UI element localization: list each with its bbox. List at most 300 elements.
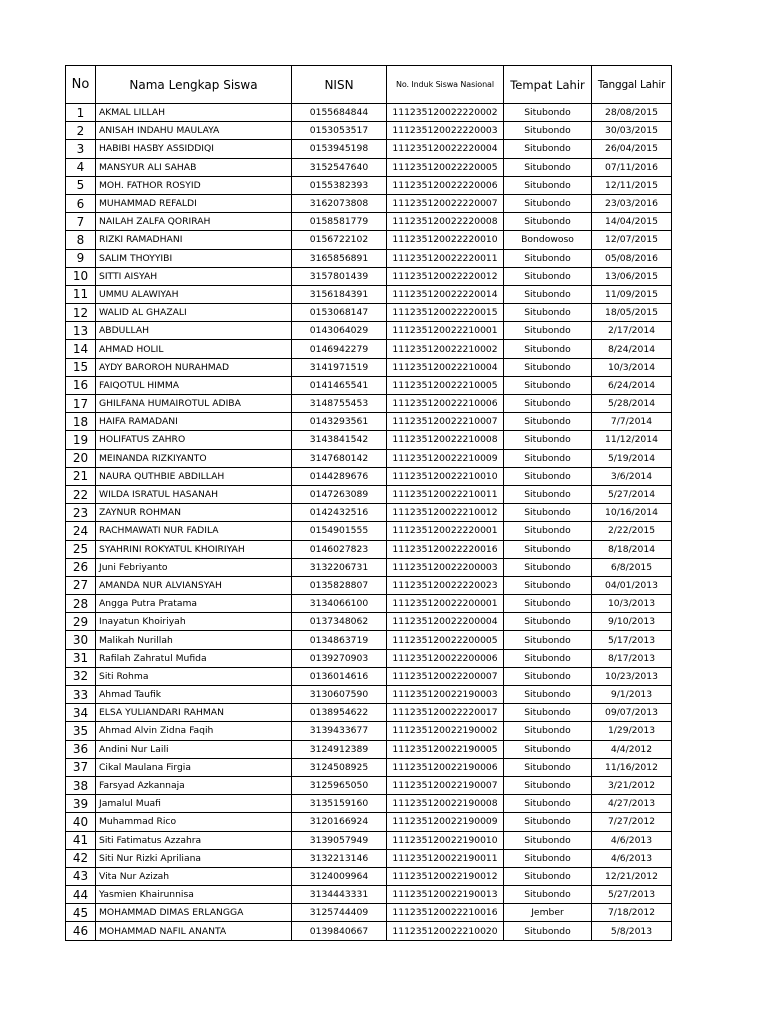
- cell-no: 2: [66, 122, 96, 140]
- cell-nisn: 0153053517: [292, 122, 387, 140]
- cell-nisn: 3141971519: [292, 358, 387, 376]
- cell-tempat-lahir: Situbondo: [504, 104, 592, 122]
- cell-no: 12: [66, 304, 96, 322]
- table-row: [66, 886, 672, 904]
- table-row: [66, 122, 672, 140]
- cell-no: 37: [66, 758, 96, 776]
- cell-tempat-lahir: Situbondo: [504, 758, 592, 776]
- cell-tempat-lahir: Situbondo: [504, 849, 592, 867]
- cell-no: 38: [66, 776, 96, 794]
- cell-nama: Rafilah Zahratul Mufida: [96, 649, 292, 667]
- header-no: No: [66, 66, 96, 104]
- cell-nisn: 3143841542: [292, 431, 387, 449]
- cell-tempat-lahir: Situbondo: [504, 431, 592, 449]
- header-induk: No. Induk Siswa Nasional: [387, 66, 504, 104]
- cell-induk: 111235120022220004: [387, 140, 504, 158]
- cell-induk: 111235120022220005: [387, 158, 504, 176]
- cell-nisn: 0141465541: [292, 376, 387, 394]
- cell-tanggal-lahir: 5/27/2013: [592, 886, 672, 904]
- cell-nisn: 3156184391: [292, 285, 387, 303]
- cell-nama: GHILFANA HUMAIROTUL ADIBA: [96, 395, 292, 413]
- cell-tanggal-lahir: 8/18/2014: [592, 540, 672, 558]
- cell-nisn: 3125965050: [292, 776, 387, 794]
- cell-nama: HABIBI HASBY ASSIDDIQI: [96, 140, 292, 158]
- cell-no: 17: [66, 395, 96, 413]
- cell-nisn: 3152547640: [292, 158, 387, 176]
- cell-tempat-lahir: Situbondo: [504, 358, 592, 376]
- table-row: [66, 358, 672, 376]
- cell-no: 9: [66, 249, 96, 267]
- cell-no: 33: [66, 686, 96, 704]
- table-row: [66, 686, 672, 704]
- table-row: [66, 231, 672, 249]
- table-row: [66, 558, 672, 576]
- table-row: [66, 867, 672, 885]
- cell-tanggal-lahir: 4/27/2013: [592, 795, 672, 813]
- table-row: [66, 249, 672, 267]
- cell-induk: 111235120022190003: [387, 686, 504, 704]
- table-row: [66, 340, 672, 358]
- cell-nama: NAILAH ZALFA QORIRAH: [96, 213, 292, 231]
- cell-no: 20: [66, 449, 96, 467]
- cell-tanggal-lahir: 6/8/2015: [592, 558, 672, 576]
- cell-nama: MUHAMMAD REFALDI: [96, 194, 292, 212]
- cell-no: 4: [66, 158, 96, 176]
- cell-induk: 111235120022210004: [387, 358, 504, 376]
- cell-tanggal-lahir: 7/18/2012: [592, 904, 672, 922]
- table-row: [66, 467, 672, 485]
- header-nama: Nama Lengkap Siswa: [96, 66, 292, 104]
- cell-nisn: 0147263089: [292, 485, 387, 503]
- cell-nisn: 0139270903: [292, 649, 387, 667]
- cell-nama: HAIFA RAMADANI: [96, 413, 292, 431]
- cell-nama: Farsyad Azkannaja: [96, 776, 292, 794]
- cell-nisn: 3162073808: [292, 194, 387, 212]
- cell-induk: 111235120022190013: [387, 886, 504, 904]
- cell-tanggal-lahir: 07/11/2016: [592, 158, 672, 176]
- cell-nama: MOH. FATHOR ROSYID: [96, 176, 292, 194]
- cell-induk: 111235120022200004: [387, 613, 504, 631]
- table-row: [66, 595, 672, 613]
- table-row: [66, 795, 672, 813]
- cell-nama: MOHAMMAD NAFIL ANANTA: [96, 922, 292, 940]
- cell-tempat-lahir: Situbondo: [504, 122, 592, 140]
- cell-tanggal-lahir: 5/17/2013: [592, 631, 672, 649]
- cell-induk: 111235120022190009: [387, 813, 504, 831]
- cell-tanggal-lahir: 11/16/2012: [592, 758, 672, 776]
- cell-induk: 111235120022190011: [387, 849, 504, 867]
- cell-tempat-lahir: Jember: [504, 904, 592, 922]
- cell-nisn: 3139433677: [292, 722, 387, 740]
- cell-no: 8: [66, 231, 96, 249]
- cell-no: 34: [66, 704, 96, 722]
- cell-nama: Inayatun Khoiriyah: [96, 613, 292, 631]
- cell-tanggal-lahir: 8/17/2013: [592, 649, 672, 667]
- cell-tanggal-lahir: 28/08/2015: [592, 104, 672, 122]
- table-row: [66, 776, 672, 794]
- cell-nisn: 3132213146: [292, 849, 387, 867]
- cell-tempat-lahir: Situbondo: [504, 194, 592, 212]
- header-nisn: NISN: [292, 66, 387, 104]
- cell-no: 24: [66, 522, 96, 540]
- cell-nama: NAURA QUTHBIE ABDILLAH: [96, 467, 292, 485]
- cell-tanggal-lahir: 9/1/2013: [592, 686, 672, 704]
- cell-induk: 111235120022220002: [387, 104, 504, 122]
- cell-tempat-lahir: Situbondo: [504, 158, 592, 176]
- cell-nisn: 0139840667: [292, 922, 387, 940]
- cell-tempat-lahir: Situbondo: [504, 922, 592, 940]
- cell-nisn: 3134443331: [292, 886, 387, 904]
- cell-induk: 111235120022210001: [387, 322, 504, 340]
- cell-nama: Vita Nur Azizah: [96, 867, 292, 885]
- cell-tempat-lahir: Situbondo: [504, 595, 592, 613]
- cell-tanggal-lahir: 05/08/2016: [592, 249, 672, 267]
- cell-nisn: 3147680142: [292, 449, 387, 467]
- cell-nisn: 0136014616: [292, 667, 387, 685]
- cell-nama: RACHMAWATI NUR FADILA: [96, 522, 292, 540]
- cell-nama: Cikal Maulana Firgia: [96, 758, 292, 776]
- cell-nisn: 3125744409: [292, 904, 387, 922]
- cell-induk: 111235120022210006: [387, 395, 504, 413]
- cell-no: 44: [66, 886, 96, 904]
- cell-tanggal-lahir: 23/03/2016: [592, 194, 672, 212]
- cell-induk: 111235120022220012: [387, 267, 504, 285]
- table-row: [66, 613, 672, 631]
- cell-nisn: 0156722102: [292, 231, 387, 249]
- cell-nama: ANISAH INDAHU MAULAYA: [96, 122, 292, 140]
- cell-nisn: 3132206731: [292, 558, 387, 576]
- table-row: [66, 213, 672, 231]
- cell-no: 19: [66, 431, 96, 449]
- cell-induk: 111235120022210009: [387, 449, 504, 467]
- table-row: [66, 740, 672, 758]
- cell-induk: 111235120022220010: [387, 231, 504, 249]
- cell-no: 16: [66, 376, 96, 394]
- cell-tempat-lahir: Situbondo: [504, 267, 592, 285]
- cell-induk: 111235120022220015: [387, 304, 504, 322]
- cell-tanggal-lahir: 10/23/2013: [592, 667, 672, 685]
- table-row: [66, 813, 672, 831]
- table-row: [66, 504, 672, 522]
- cell-nisn: 3124508925: [292, 758, 387, 776]
- cell-induk: 111235120022190002: [387, 722, 504, 740]
- cell-nisn: 3165856891: [292, 249, 387, 267]
- cell-no: 5: [66, 176, 96, 194]
- cell-nama: HOLIFATUS ZAHRO: [96, 431, 292, 449]
- cell-nama: Siti Nur Rizki Apriliana: [96, 849, 292, 867]
- cell-tanggal-lahir: 6/24/2014: [592, 376, 672, 394]
- table-row: [66, 285, 672, 303]
- cell-tempat-lahir: Situbondo: [504, 140, 592, 158]
- cell-nama: MANSYUR ALI SAHAB: [96, 158, 292, 176]
- cell-no: 43: [66, 867, 96, 885]
- table-row: [66, 831, 672, 849]
- table-row: [66, 176, 672, 194]
- cell-induk: 111235120022210002: [387, 340, 504, 358]
- cell-nama: ELSA YULIANDARI RAHMAN: [96, 704, 292, 722]
- cell-tanggal-lahir: 09/07/2013: [592, 704, 672, 722]
- cell-no: 13: [66, 322, 96, 340]
- cell-nama: Siti Rohma: [96, 667, 292, 685]
- cell-nama: FAIQOTUL HIMMA: [96, 376, 292, 394]
- cell-tempat-lahir: Situbondo: [504, 776, 592, 794]
- cell-nisn: 0146942279: [292, 340, 387, 358]
- cell-nisn: 0143293561: [292, 413, 387, 431]
- cell-no: 45: [66, 904, 96, 922]
- cell-tempat-lahir: Situbondo: [504, 213, 592, 231]
- cell-tanggal-lahir: 12/07/2015: [592, 231, 672, 249]
- cell-no: 30: [66, 631, 96, 649]
- cell-induk: 111235120022220008: [387, 213, 504, 231]
- cell-nisn: 0158581779: [292, 213, 387, 231]
- cell-induk: 111235120022210016: [387, 904, 504, 922]
- table-row: [66, 140, 672, 158]
- cell-induk: 111235120022190005: [387, 740, 504, 758]
- cell-tanggal-lahir: 12/21/2012: [592, 867, 672, 885]
- table-row: [66, 158, 672, 176]
- table-row: [66, 722, 672, 740]
- cell-induk: 111235120022210010: [387, 467, 504, 485]
- cell-tanggal-lahir: 26/04/2015: [592, 140, 672, 158]
- cell-induk: 111235120022220006: [387, 176, 504, 194]
- cell-tempat-lahir: Situbondo: [504, 522, 592, 540]
- cell-nama: Angga Putra Pratama: [96, 595, 292, 613]
- table-body: [66, 104, 672, 941]
- cell-no: 41: [66, 831, 96, 849]
- cell-tempat-lahir: Situbondo: [504, 795, 592, 813]
- cell-tempat-lahir: Situbondo: [504, 613, 592, 631]
- cell-induk: 111235120022190007: [387, 776, 504, 794]
- cell-tempat-lahir: Situbondo: [504, 249, 592, 267]
- cell-nama: ZAYNUR ROHMAN: [96, 504, 292, 522]
- cell-nisn: 0155684844: [292, 104, 387, 122]
- cell-tempat-lahir: Situbondo: [504, 467, 592, 485]
- table-row: [66, 322, 672, 340]
- cell-tanggal-lahir: 5/28/2014: [592, 395, 672, 413]
- table-row: [66, 413, 672, 431]
- cell-nisn: 3139057949: [292, 831, 387, 849]
- cell-tanggal-lahir: 04/01/2013: [592, 576, 672, 594]
- cell-induk: 111235120022220011: [387, 249, 504, 267]
- cell-tempat-lahir: Situbondo: [504, 540, 592, 558]
- table-row: [66, 395, 672, 413]
- cell-nama: WILDA ISRATUL HASANAH: [96, 485, 292, 503]
- cell-tempat-lahir: Situbondo: [504, 686, 592, 704]
- cell-tanggal-lahir: 2/17/2014: [592, 322, 672, 340]
- cell-no: 25: [66, 540, 96, 558]
- cell-tanggal-lahir: 8/24/2014: [592, 340, 672, 358]
- cell-tanggal-lahir: 5/19/2014: [592, 449, 672, 467]
- cell-no: 36: [66, 740, 96, 758]
- cell-tempat-lahir: Situbondo: [504, 631, 592, 649]
- cell-tanggal-lahir: 4/6/2013: [592, 831, 672, 849]
- table-row: [66, 267, 672, 285]
- cell-nama: AMANDA NUR ALVIANSYAH: [96, 576, 292, 594]
- cell-nama: MEINANDA RIZKIYANTO: [96, 449, 292, 467]
- cell-tanggal-lahir: 10/16/2014: [592, 504, 672, 522]
- table-row: [66, 376, 672, 394]
- cell-nisn: 0153068147: [292, 304, 387, 322]
- table-row: [66, 540, 672, 558]
- cell-induk: 111235120022200001: [387, 595, 504, 613]
- cell-nama: Jamalul Muafi: [96, 795, 292, 813]
- header-row: [66, 66, 672, 104]
- cell-nama: AYDY BAROROH NURAHMAD: [96, 358, 292, 376]
- cell-tempat-lahir: Situbondo: [504, 376, 592, 394]
- cell-induk: 111235120022220003: [387, 122, 504, 140]
- cell-no: 39: [66, 795, 96, 813]
- cell-tempat-lahir: Situbondo: [504, 485, 592, 503]
- cell-tempat-lahir: Situbondo: [504, 704, 592, 722]
- cell-tanggal-lahir: 5/27/2014: [592, 485, 672, 503]
- student-table: [65, 65, 672, 941]
- cell-nama: Andini Nur Laili: [96, 740, 292, 758]
- cell-nama: Ahmad Taufik: [96, 686, 292, 704]
- cell-no: 18: [66, 413, 96, 431]
- cell-nama: SITTI AISYAH: [96, 267, 292, 285]
- cell-no: 42: [66, 849, 96, 867]
- cell-no: 22: [66, 485, 96, 503]
- cell-induk: 111235120022220001: [387, 522, 504, 540]
- cell-tempat-lahir: Situbondo: [504, 576, 592, 594]
- cell-nama: AKMAL LILLAH: [96, 104, 292, 122]
- table-row: [66, 758, 672, 776]
- table-row: [66, 304, 672, 322]
- cell-nisn: 3157801439: [292, 267, 387, 285]
- cell-nama: UMMU ALAWIYAH: [96, 285, 292, 303]
- header-tanggal-lahir: Tanggal Lahir: [592, 66, 672, 104]
- cell-tempat-lahir: Situbondo: [504, 867, 592, 885]
- cell-no: 6: [66, 194, 96, 212]
- cell-no: 32: [66, 667, 96, 685]
- cell-nama: WALID AL GHAZALI: [96, 304, 292, 322]
- cell-tempat-lahir: Situbondo: [504, 176, 592, 194]
- cell-tanggal-lahir: 12/11/2015: [592, 176, 672, 194]
- table-row: [66, 667, 672, 685]
- table-row: [66, 849, 672, 867]
- cell-tanggal-lahir: 9/10/2013: [592, 613, 672, 631]
- cell-tanggal-lahir: 7/7/2014: [592, 413, 672, 431]
- cell-no: 10: [66, 267, 96, 285]
- cell-tempat-lahir: Situbondo: [504, 304, 592, 322]
- cell-tanggal-lahir: 18/05/2015: [592, 304, 672, 322]
- cell-no: 46: [66, 922, 96, 940]
- table-row: [66, 576, 672, 594]
- cell-nama: Ahmad Alvin Zidna Faqih: [96, 722, 292, 740]
- cell-induk: 111235120022200003: [387, 558, 504, 576]
- cell-tanggal-lahir: 11/12/2014: [592, 431, 672, 449]
- table-row: [66, 649, 672, 667]
- cell-induk: 111235120022200006: [387, 649, 504, 667]
- cell-no: 21: [66, 467, 96, 485]
- cell-tempat-lahir: Situbondo: [504, 322, 592, 340]
- cell-no: 3: [66, 140, 96, 158]
- cell-nama: SALIM THOYYIBI: [96, 249, 292, 267]
- cell-tempat-lahir: Situbondo: [504, 886, 592, 904]
- cell-no: 15: [66, 358, 96, 376]
- cell-tanggal-lahir: 14/04/2015: [592, 213, 672, 231]
- cell-no: 35: [66, 722, 96, 740]
- cell-nisn: 0138954622: [292, 704, 387, 722]
- cell-induk: 111235120022190006: [387, 758, 504, 776]
- cell-tempat-lahir: Situbondo: [504, 504, 592, 522]
- cell-nisn: 0134863719: [292, 631, 387, 649]
- cell-tanggal-lahir: 3/6/2014: [592, 467, 672, 485]
- table-row: [66, 904, 672, 922]
- cell-induk: 111235120022220007: [387, 194, 504, 212]
- cell-tanggal-lahir: 13/06/2015: [592, 267, 672, 285]
- cell-induk: 111235120022200007: [387, 667, 504, 685]
- cell-nama: ABDULLAH: [96, 322, 292, 340]
- cell-induk: 111235120022220014: [387, 285, 504, 303]
- cell-induk: 111235120022210011: [387, 485, 504, 503]
- cell-induk: 111235120022210020: [387, 922, 504, 940]
- cell-induk: 111235120022210008: [387, 431, 504, 449]
- cell-nisn: 3130607590: [292, 686, 387, 704]
- cell-tempat-lahir: Situbondo: [504, 722, 592, 740]
- cell-nisn: 0153945198: [292, 140, 387, 158]
- cell-tempat-lahir: Situbondo: [504, 558, 592, 576]
- cell-nisn: 3120166924: [292, 813, 387, 831]
- cell-tempat-lahir: Situbondo: [504, 340, 592, 358]
- cell-no: 28: [66, 595, 96, 613]
- cell-nama: Malikah Nurillah: [96, 631, 292, 649]
- cell-tanggal-lahir: 4/6/2013: [592, 849, 672, 867]
- cell-nisn: 3134066100: [292, 595, 387, 613]
- cell-tanggal-lahir: 10/3/2013: [592, 595, 672, 613]
- cell-nama: Juni Febriyanto: [96, 558, 292, 576]
- cell-no: 7: [66, 213, 96, 231]
- cell-induk: 111235120022210005: [387, 376, 504, 394]
- cell-tempat-lahir: Situbondo: [504, 649, 592, 667]
- cell-nisn: 0155382393: [292, 176, 387, 194]
- cell-tanggal-lahir: 3/21/2012: [592, 776, 672, 794]
- cell-no: 23: [66, 504, 96, 522]
- cell-tempat-lahir: Situbondo: [504, 831, 592, 849]
- cell-nisn: 0135828807: [292, 576, 387, 594]
- cell-nisn: 0137348062: [292, 613, 387, 631]
- cell-no: 40: [66, 813, 96, 831]
- table-row: [66, 431, 672, 449]
- cell-nama: RIZKI RAMADHANI: [96, 231, 292, 249]
- cell-induk: 111235120022210007: [387, 413, 504, 431]
- cell-nisn: 3124912389: [292, 740, 387, 758]
- cell-tanggal-lahir: 7/27/2012: [592, 813, 672, 831]
- table-row: [66, 485, 672, 503]
- cell-nisn: 0144289676: [292, 467, 387, 485]
- table-row: [66, 104, 672, 122]
- cell-tanggal-lahir: 4/4/2012: [592, 740, 672, 758]
- cell-nisn: 3148755453: [292, 395, 387, 413]
- cell-nama: Siti Fatimatus Azzahra: [96, 831, 292, 849]
- cell-nama: MOHAMMAD DIMAS ERLANGGA: [96, 904, 292, 922]
- cell-no: 14: [66, 340, 96, 358]
- cell-induk: 111235120022210012: [387, 504, 504, 522]
- table-row: [66, 922, 672, 940]
- cell-tanggal-lahir: 5/8/2013: [592, 922, 672, 940]
- cell-nisn: 3124009964: [292, 867, 387, 885]
- cell-tanggal-lahir: 11/09/2015: [592, 285, 672, 303]
- cell-nisn: 0154901555: [292, 522, 387, 540]
- cell-induk: 111235120022190010: [387, 831, 504, 849]
- cell-induk: 111235120022220016: [387, 540, 504, 558]
- cell-nama: Yasmien Khairunnisa: [96, 886, 292, 904]
- table-row: [66, 449, 672, 467]
- table-row: [66, 522, 672, 540]
- cell-nama: SYAHRINI ROKYATUL KHOIRIYAH: [96, 540, 292, 558]
- cell-nisn: 0146027823: [292, 540, 387, 558]
- cell-nama: Muhammad Rico: [96, 813, 292, 831]
